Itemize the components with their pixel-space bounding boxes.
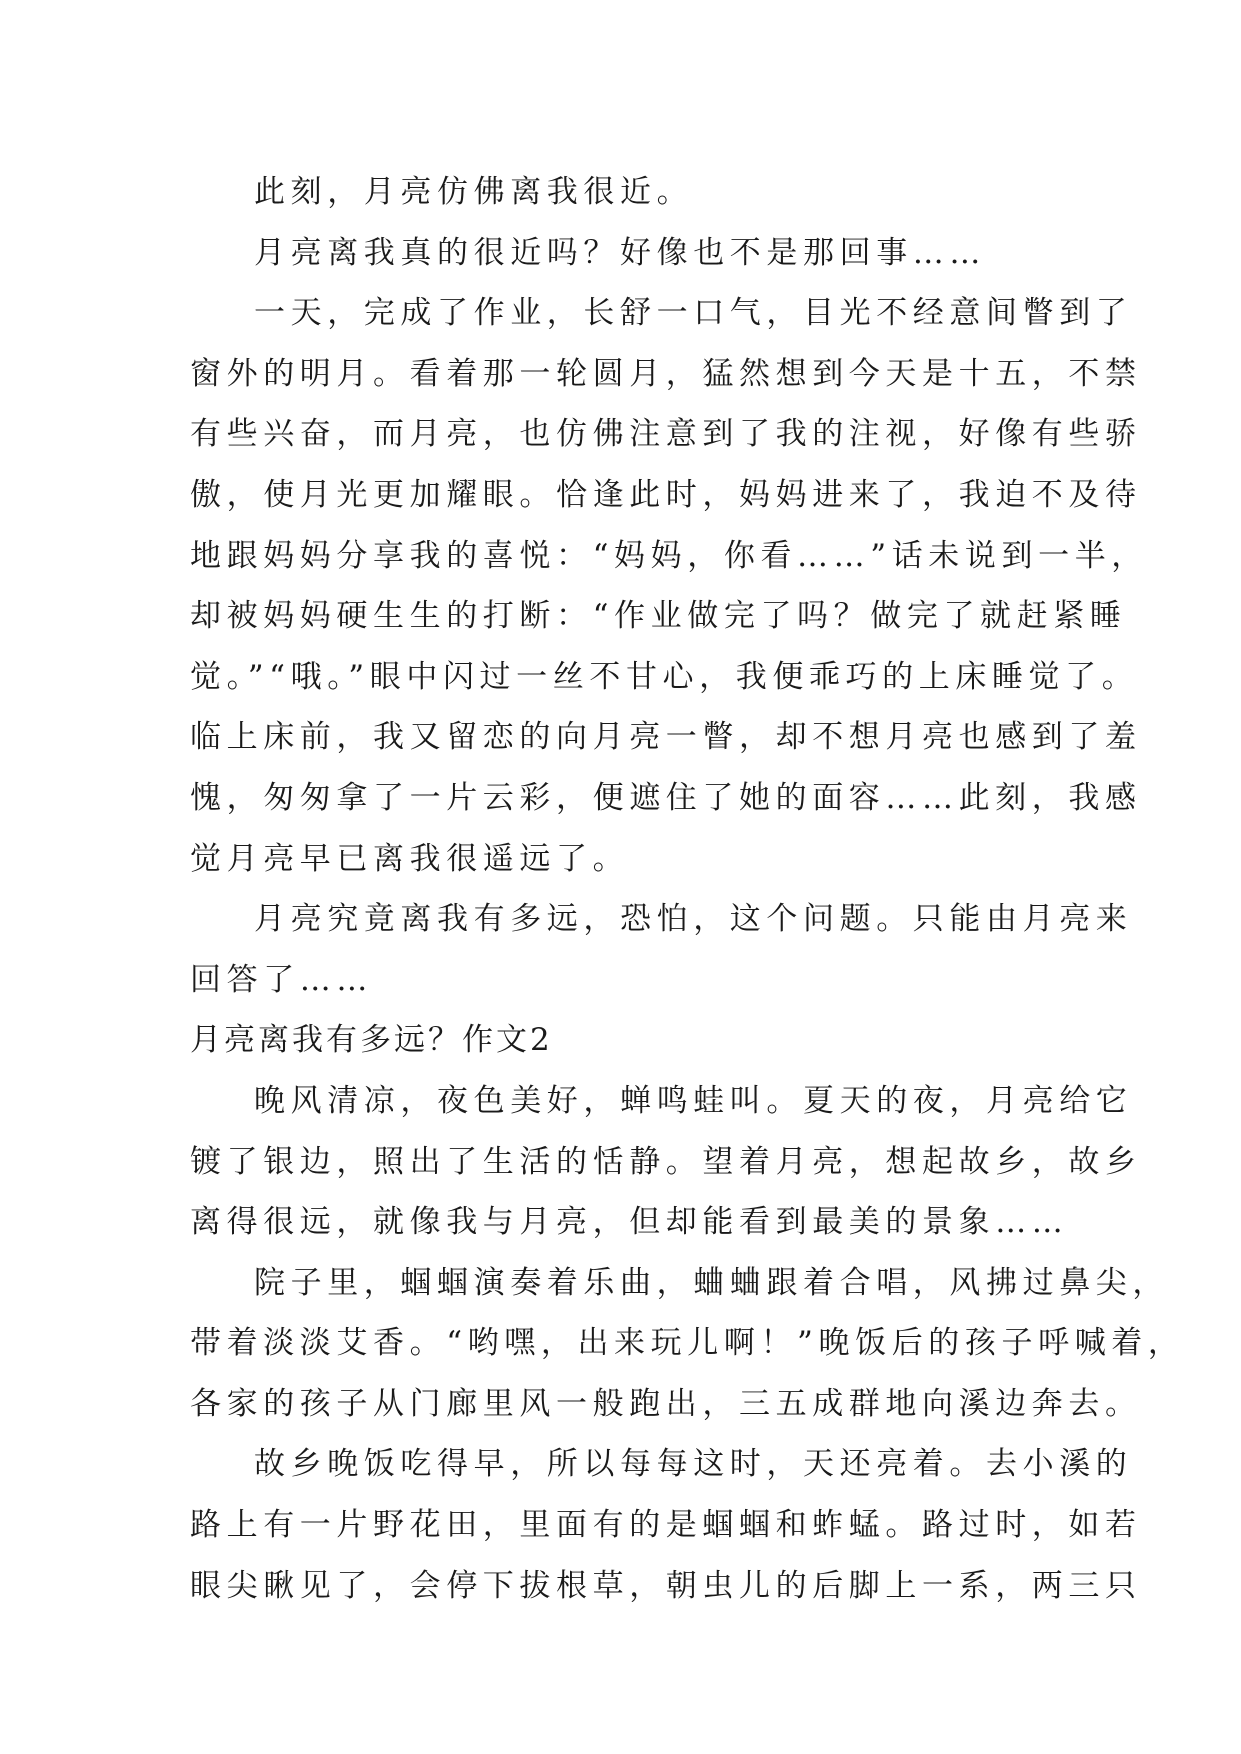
paragraph-line: 傲，使月光更加耀眼。恰逢此时，妈妈进来了，我迫不及待 xyxy=(190,476,1142,513)
paragraph-line: 临上床前，我又留恋的向月亮一瞥，却不想月亮也感到了羞 xyxy=(190,719,1142,756)
paragraph-line: 路上有一片野花田，里面有的是蝈蝈和蚱蜢。路过时，如若 xyxy=(190,1507,1142,1544)
paragraph-line: 带着淡淡艾香。“哟嘿，出来玩儿啊！”晚饭后的孩子呼喊着， xyxy=(190,1325,1185,1362)
paragraph-line: 月亮究竟离我有多远，恐怕，这个问题。只能由月亮来 xyxy=(254,901,1133,938)
paragraph-line: 却被妈妈硬生生的打断：“作业做完了吗？做完了就赶紧睡 xyxy=(190,598,1127,635)
essay-body xyxy=(190,162,1185,1616)
paragraph-line: 觉。”“哦。”眼中闪过一丝不甘心，我便乖巧的上床睡觉了。 xyxy=(190,658,1139,695)
paragraph-line: 地跟妈妈分享我的喜悦：“妈妈，你看……”话未说到一半， xyxy=(190,537,1148,574)
paragraph-line: 有些兴奋，而月亮，也仿佛注意到了我的注视，好像有些骄 xyxy=(190,416,1142,453)
paragraph-line: 离得很远，就像我与月亮，但却能看到最美的景象…… xyxy=(190,1204,1069,1241)
paragraph-line: 愧，匆匆拿了一片云彩，便遮住了她的面容……此刻，我感 xyxy=(190,779,1142,816)
paragraph-line: 月亮离我真的很近吗？好像也不是那回事…… xyxy=(254,234,986,271)
paragraph-line: 眼尖瞅见了，会停下拔根草，朝虫儿的后脚上一系，两三只 xyxy=(190,1567,1142,1604)
paragraph-line: 觉月亮早已离我很遥远了。 xyxy=(190,840,630,877)
paragraph-line: 院子里，蝈蝈演奏着乐曲，蛐蛐跟着合唱，风拂过鼻尖， xyxy=(254,1264,1169,1301)
paragraph-line: 镀了银边，照出了生活的恬静。望着月亮，想起故乡，故乡 xyxy=(190,1143,1142,1180)
paragraph-line: 一天，完成了作业，长舒一口气，目光不经意间瞥到了 xyxy=(254,295,1133,332)
paragraph-line: 晚风清凉，夜色美好，蝉鸣蛙叫。夏天的夜，月亮给它 xyxy=(254,1082,1133,1119)
paragraph-line: 故乡晚饭吃得早，所以每每这时，天还亮着。去小溪的 xyxy=(254,1446,1133,1483)
paragraph-line: 各家的孩子从门廊里风一般跑出，三五成群地向溪边奔去。 xyxy=(190,1385,1142,1422)
paragraph-line: 回答了…… xyxy=(190,961,373,998)
paragraph-line: 窗外的明月。看着那一轮圆月，猛然想到今天是十五，不禁 xyxy=(190,355,1142,392)
essay-title: 月亮离我有多远？作文2 xyxy=(190,1022,553,1059)
paragraph-line: 此刻，月亮仿佛离我很近。 xyxy=(254,174,694,210)
